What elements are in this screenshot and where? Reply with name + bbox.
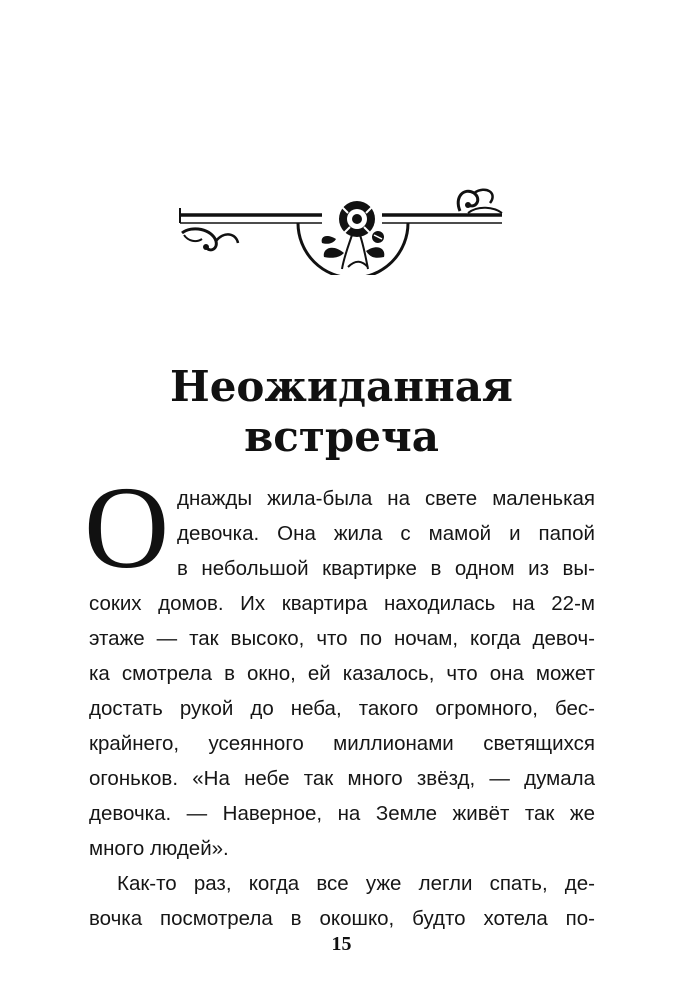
page-number: 15 xyxy=(331,933,352,955)
chapter-title-line-2: встреча xyxy=(244,412,439,461)
body-line: этаже — так высоко, что по ночам, когда девоч- xyxy=(89,627,595,650)
chapter-title xyxy=(0,362,683,462)
drop-cap: О xyxy=(84,462,170,593)
body-line: соких домов. Их квартира находилась на 22-м xyxy=(89,592,595,615)
body-line: в небольшой квартирке в одном из вы- xyxy=(177,557,595,580)
body-line: много людей». xyxy=(89,837,229,860)
body-line: вочка посмотрела в окошко, будто хотела по- xyxy=(89,907,595,930)
body-line: девочка. — Наверное, на Земле живёт так же xyxy=(89,802,595,825)
body-line: ка смотрела в окно, ей казалось, что она может xyxy=(89,662,595,685)
chapter-title-line-1: Неожиданная xyxy=(170,362,513,411)
rose-vignette-ornament xyxy=(172,183,508,275)
body-line: днажды жила-была на свете маленькая xyxy=(177,487,595,510)
body-line: огоньков. «На небе так много звёзд, — думала xyxy=(89,767,595,790)
body-line: Как-то раз, когда все уже легли спать, де- xyxy=(117,872,595,895)
body-line: достать рукой до неба, такого огромного, бес- xyxy=(89,697,595,720)
body-line: крайнего, усеянного миллионами светящихся xyxy=(89,732,595,755)
body-line: девочка. Она жила с мамой и папой xyxy=(177,522,595,545)
